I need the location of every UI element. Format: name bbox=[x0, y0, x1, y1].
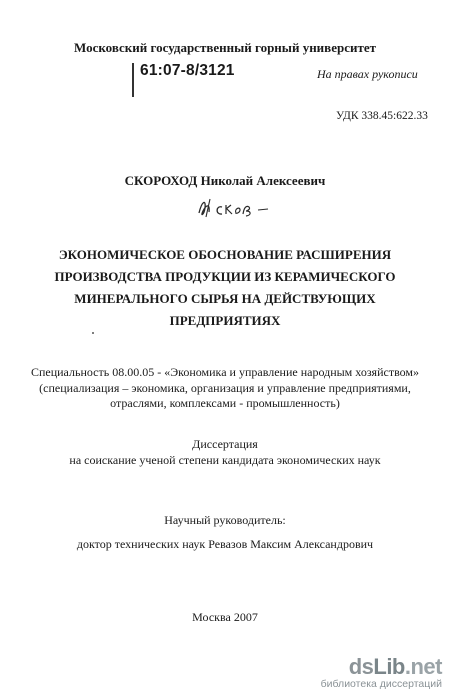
dissertation-purpose: на соискание ученой степени кандидата экономических наук bbox=[69, 452, 381, 467]
watermark-logo-net: .net bbox=[404, 654, 442, 679]
dissertation-title bbox=[0, 244, 450, 332]
supervisor-name: доктор технических наук Ревазов Максим Александрович bbox=[76, 537, 374, 551]
watermark-logo-ds: ds bbox=[348, 654, 374, 679]
watermark-subtitle: библиотека диссертаций bbox=[320, 678, 442, 690]
margin-rule bbox=[132, 63, 134, 97]
manuscript-rights: На правах рукописи bbox=[317, 67, 418, 81]
specialty-line: Специальность 08.00.05 - «Экономика и управление народным хозяйством» bbox=[30, 365, 420, 379]
title-line: МИНЕРАЛЬНОГО СЫРЬЯ НА ДЕЙСТВУЮЩИХ bbox=[74, 291, 376, 306]
scan-speck bbox=[92, 332, 94, 334]
handwritten-signature bbox=[196, 193, 278, 221]
title-line: ПРЕДПРИЯТИЯХ bbox=[169, 313, 281, 328]
specialty-line: (специализация – экономика, организация и управление предприятиями, bbox=[39, 380, 411, 395]
watermark[interactable] bbox=[321, 654, 442, 690]
specialty-block bbox=[0, 365, 450, 412]
specialty-line: отраслями, комплексами - промышленность) bbox=[110, 396, 340, 410]
city-year: Москва 2007 bbox=[192, 610, 258, 624]
author-name: СКОРОХОД Николай Алексеевич bbox=[124, 173, 326, 188]
dissertation-block bbox=[0, 437, 450, 468]
watermark-logo bbox=[321, 654, 442, 680]
dissertation-label: Диссертация bbox=[192, 437, 258, 451]
watermark-logo-lib: Lib bbox=[373, 654, 405, 679]
title-line: ПРОИЗВОДСТВА ПРОДУКЦИИ ИЗ КЕРАМИЧЕСКОГО bbox=[54, 269, 396, 284]
supervisor-label: Научный руководитель: bbox=[164, 513, 286, 527]
udk-code: УДК 338.45:622.33 bbox=[336, 110, 428, 122]
university-name: Московский государственный горный университет bbox=[73, 40, 376, 55]
title-line: ЭКОНОМИЧЕСКОЕ ОБОСНОВАНИЕ РАСШИРЕНИЯ bbox=[58, 247, 392, 262]
registration-code: 61:07-8/3121 bbox=[140, 62, 235, 79]
